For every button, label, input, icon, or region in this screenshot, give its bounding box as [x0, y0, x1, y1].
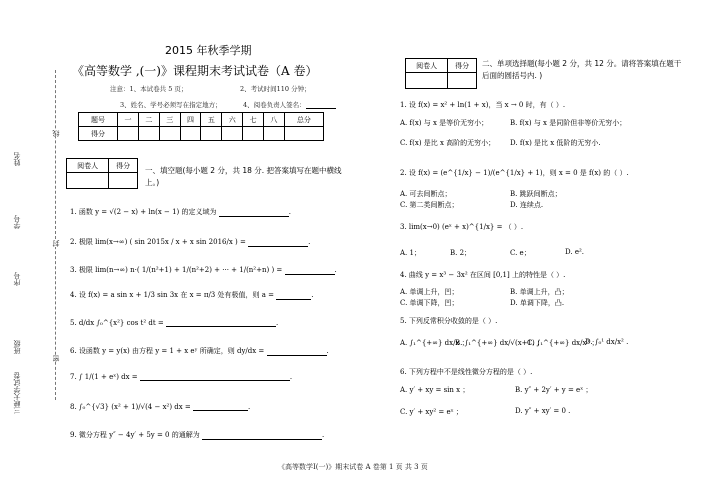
score-header-cell: 四 — [180, 113, 201, 127]
score-header-cell: 总分 — [284, 113, 323, 127]
note-signer — [243, 100, 336, 109]
answer-blank-6[interactable] — [267, 347, 327, 356]
score-header-cell: 一 — [118, 113, 139, 127]
choice-question-2-option-c[interactable]: C. 第二类间断点； — [400, 201, 459, 209]
fill-question-text: 4. 设 f(x) = a sin x + 1/3 sin 3x 在 x = π/3 处有极值，则 a = — [70, 291, 274, 299]
score-cell[interactable] — [243, 127, 264, 141]
score-header-cell: 二 — [138, 113, 159, 127]
score-header-cell: 八 — [264, 113, 285, 127]
answer-blank-9[interactable] — [202, 431, 322, 440]
choice-question-4-option-a[interactable]: A. 单调上升，凹； — [400, 288, 459, 296]
section2-heading: 二、单项选择题(每小题 2 分，共 12 分。请将答案填在题干后面的圆括号内. ) — [482, 59, 682, 80]
grader-box-section2 — [405, 58, 477, 89]
score-header-cell: 五 — [201, 113, 222, 127]
choice-question-2-stem: 2. 设 f(x) = (e^{1/x} − 1)/(e^{1/x} + 1)，则 x = 0 是 f(x) 的（ ）. — [400, 169, 629, 177]
choice-question-6-option-d[interactable]: D. y″ + xy′ = 0 . — [515, 407, 571, 415]
choice-question-2-option-d[interactable]: D. 连续点. — [510, 201, 544, 209]
score-table — [78, 112, 324, 141]
choice-question-5-option-c[interactable]: C. ∫₁^{+∞} dx/x³ ； — [527, 339, 599, 347]
score-cell[interactable] — [118, 127, 139, 141]
choice-question-4-option-b[interactable]: B. 单调上升，凸； — [510, 288, 569, 296]
score-cell[interactable] — [201, 127, 222, 141]
fill-question-6: 6. 设函数 y = y(x) 由方程 y = 1 + x eʸ 所确定，则 dy/dx = . — [70, 347, 329, 355]
binding-label-school: 三峡大学试卷 — [13, 372, 21, 414]
choice-question-3-option-c[interactable]: C. e； — [510, 249, 531, 257]
binding-label-class: 班级 — [13, 340, 21, 354]
grader-score-label: 得分 — [109, 159, 138, 173]
exam-term: 2015 年秋季学期 — [165, 44, 252, 57]
grader-reviewer-label: 阅卷人 — [67, 159, 109, 173]
binding-label-name: 姓名 — [13, 152, 21, 166]
answer-blank-1[interactable] — [219, 208, 289, 217]
fill-question-text: 5. d/dx ∫₀^{x²} cos t² dt = — [70, 319, 164, 327]
choice-question-6-stem: 6. 下列方程中不是线性微分方程的是（ ）. — [400, 368, 533, 376]
choice-question-4-stem: 4. 曲线 y = x³ − 3x² 在区间 [0,1] 上的特性是（ ）. — [400, 271, 566, 279]
grader-reviewer-cell[interactable] — [67, 173, 109, 189]
choice-question-1-option-d[interactable]: D. f(x) 是比 x 低阶的无穷小. — [510, 139, 601, 147]
score-header-cell: 题号 — [79, 113, 118, 127]
choice-question-5-option-a[interactable]: A. ∫₁^{+∞} dx/x ； — [400, 339, 469, 347]
grader-score-cell[interactable] — [448, 73, 477, 89]
score-cell[interactable] — [180, 127, 201, 141]
choice-question-5-option-b[interactable]: B. ∫₁^{+∞} dx/√(x+1) ； — [455, 339, 544, 347]
answer-blank-7[interactable] — [140, 372, 290, 381]
choice-question-1-option-a[interactable]: A. f(x) 与 x 是等价无穷小； — [400, 119, 489, 127]
score-header-cell: 七 — [243, 113, 264, 127]
binding-label-student-id: 学号 — [13, 215, 21, 229]
exam-title: 《高等数学 ,(一)》课程期末考试试卷（A 卷） — [72, 64, 318, 78]
fill-question-text: 9. 微分方程 y″ − 4y′ + 5y = 0 的通解为 — [70, 431, 200, 439]
fill-question-4: 4. 设 f(x) = a sin x + 1/3 sin 3x 在 x = π/3 处有极值，则 a = . — [70, 291, 314, 299]
signer-blank[interactable] — [306, 100, 336, 109]
score-cell[interactable] — [222, 127, 243, 141]
fill-question-2: 2. 极限 lim(x→∞) ( sin 2015x / x + x sin 2016/x ) = . — [70, 238, 311, 246]
binding-mark-secret: 密 — [52, 355, 60, 362]
section1-heading: 一、填空题(每小题 2 分，共 18 分. 把答案填写在题中横线上。) — [145, 166, 342, 187]
fill-question-text: 8. ∫₀^{√3} (x² + 1)/√(4 − x²) dx = — [70, 403, 191, 411]
choice-question-4-option-d[interactable]: D. 单调下降，凸. — [510, 299, 565, 307]
choice-question-6-option-c[interactable]: C. y′ + xy² = eˣ ； — [400, 408, 463, 416]
fill-question-text: 1. 函数 y = √(2 − x) + ln(x − 1) 的定义域为 — [70, 208, 217, 216]
grader-reviewer-cell[interactable] — [406, 73, 448, 89]
fill-question-5: 5. d/dx ∫₀^{x²} cos t² dt = . — [70, 319, 279, 327]
score-cell[interactable] — [159, 127, 180, 141]
grader-score-label: 得分 — [448, 59, 477, 73]
page-footer: 《高等数学Ⅰ(一)》期末试卷 A 卷第 1 页 共 3 页 — [278, 463, 428, 471]
note-time: 2、考试时间110 分钟； — [240, 85, 311, 93]
choice-question-5-option-d[interactable]: D. ∫₀¹ dx/x² . — [585, 338, 629, 346]
fill-question-9: 9. 微分方程 y″ − 4y′ + 5y = 0 的通解为 . — [70, 431, 325, 439]
choice-question-2-option-b[interactable]: B. 跳跃间断点； — [510, 190, 562, 198]
fill-question-3: 3. 极限 lim(n→∞) n·( 1/(n²+1) + 1/(n²+2) + ··· + 1/(n²+n) ) = . — [70, 266, 337, 274]
score-cell[interactable] — [264, 127, 285, 141]
choice-question-1-option-c[interactable]: C. f(x) 是比 x 高阶的无穷小； — [400, 139, 496, 147]
binding-mark-line: 线 — [52, 130, 60, 137]
score-cell[interactable] — [138, 127, 159, 141]
choice-question-2-option-a[interactable]: A. 可去间断点； — [400, 190, 452, 198]
fill-question-1: 1. 函数 y = √(2 − x) + ln(x − 1) 的定义域为 . — [70, 208, 291, 216]
choice-question-1-stem: 1. 设 f(x) = x² + ln(1 + x)，当 x → 0 时，有（ ）. — [400, 101, 566, 109]
score-row-label: 得分 — [79, 127, 118, 141]
grader-score-cell[interactable] — [109, 173, 138, 189]
binding-label-seq: 序号 — [13, 272, 21, 286]
choice-question-1-option-b[interactable]: B. f(x) 与 x 是同阶但非等价无穷小； — [510, 119, 627, 127]
binding-mark-seal: 封 — [52, 240, 60, 247]
grader-box-section1 — [66, 158, 138, 189]
fill-question-8: 8. ∫₀^{√3} (x² + 1)/√(4 − x²) dx = . — [70, 403, 251, 411]
choice-question-6-option-b[interactable]: B. y″ + 2y′ + y = eˣ ； — [515, 386, 593, 394]
choice-question-3-option-d[interactable]: D. e². — [565, 248, 584, 256]
fill-question-text: 2. 极限 lim(x→∞) ( sin 2015x / x + x sin 2016/x ) = — [70, 238, 246, 246]
score-cell[interactable] — [284, 127, 323, 141]
binding-line — [55, 70, 56, 400]
fill-question-text: 6. 设函数 y = y(x) 由方程 y = 1 + x eʸ 所确定，则 dy/dx = — [70, 347, 265, 355]
choice-question-3-stem: 3. lim(x→0) (eˣ + x)^{1/x} = （ ）. — [400, 223, 524, 231]
grader-reviewer-label: 阅卷人 — [406, 59, 448, 73]
fill-question-text: 3. 极限 lim(n→∞) n·( 1/(n²+1) + 1/(n²+2) + ··· + 1/(n²+n) ) = — [70, 266, 283, 274]
answer-blank-8[interactable] — [193, 402, 248, 411]
score-header-cell: 三 — [159, 113, 180, 127]
score-table-header-row — [79, 113, 324, 127]
answer-blank-5[interactable] — [166, 318, 276, 327]
choice-question-3-option-b[interactable]: B. 2； — [450, 249, 472, 257]
choice-question-3-option-a[interactable]: A. 1； — [400, 249, 421, 257]
choice-question-4-option-c[interactable]: C. 单调下降，凹； — [400, 299, 459, 307]
note-signer-label: 4、阅卷负责人签名： — [243, 101, 306, 109]
fill-question-text: 7. ∫ 1/(1 + eˣ) dx = — [70, 373, 138, 381]
answer-blank-2[interactable] — [248, 238, 308, 247]
answer-blank-4[interactable] — [276, 291, 311, 300]
score-header-cell: 六 — [222, 113, 243, 127]
note-info: 3、姓名、学号必须写在指定地方； — [120, 101, 222, 109]
choice-question-6-option-a[interactable]: A. y′ + xy = sin x ； — [400, 386, 470, 394]
choice-question-5-stem: 5. 下列反常积分收敛的是（ ）. — [400, 317, 498, 325]
answer-blank-3[interactable] — [285, 266, 335, 275]
score-table-score-row — [79, 127, 324, 141]
note-pages: 注意：1、本试卷共 5 页； — [110, 85, 188, 93]
fill-question-7: 7. ∫ 1/(1 + eˣ) dx = . — [70, 373, 293, 381]
